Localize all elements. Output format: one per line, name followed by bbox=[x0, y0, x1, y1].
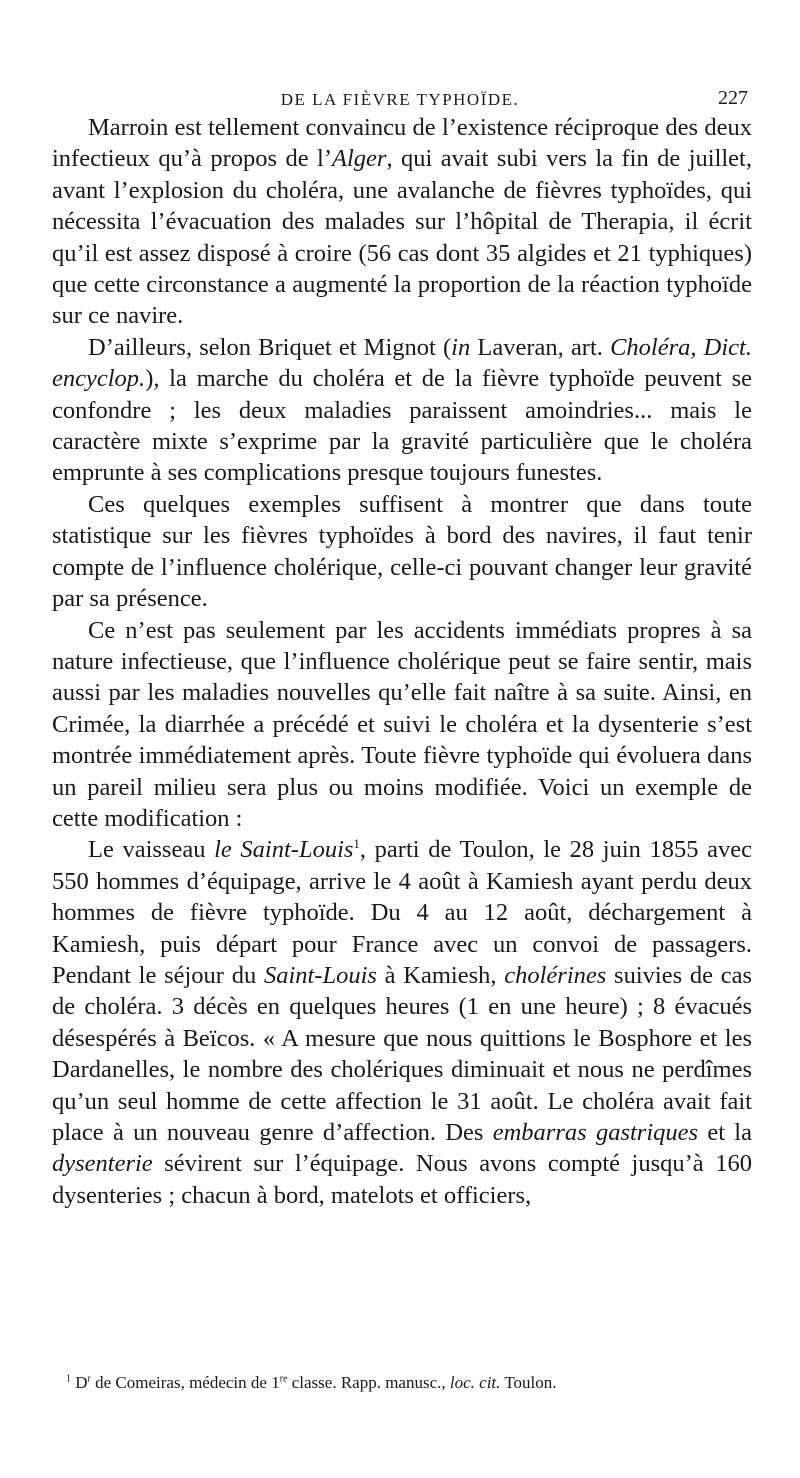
page-number: 227 bbox=[718, 87, 748, 109]
footnote: $^1$ $D^r$ de Comeiras, médecin de 1re classe. Rapp. manusc., loc. cit. Toulon. bbox=[66, 1373, 557, 1392]
paragraph-2: D’ailleurs, selon Briquet et Mignot (in Laveran, art. Choléra, Dict. encyclop.), la marche du choléra et de la fièvre typhoïde peuvent se confondre ; les deux maladies paraissent amoindries... mais le caractère mixte s’exprime par la gravité particulière que le choléra emprunte à ses complications presque toujours funestes. bbox=[52, 333, 752, 487]
main-text bbox=[52, 112, 752, 1211]
paragraph-4: Ce n’est pas seulement par les accidents immédiats propres à sa nature infectieuse, que l’influence cholérique peut se faire sentir, mais aussi par les maladies nouvelles qu’elle fait naître à sa suite. Ainsi, en Crimée, la diarrhée a précédé et suivi le choléra et la dysenterie s’est montrée immédiatement après. Toute fièvre typhoïde qui évoluera dans un pareil milieu sera plus ou moins modifiée. Voici un exemple de cette modification : bbox=[52, 616, 752, 832]
paragraph-3: Ces quelques exemples suffisent à montrer que dans toute statistique sur les fièvres typhoïdes à bord des navires, il faut tenir compte de l’influence cholérique, celle-ci pouvant changer leur gravité par sa présence. bbox=[52, 490, 752, 613]
paragraph-1: Marroin est tellement convaincu de l’existence réciproque des deux infectieux qu’à propos de l’Alger, qui avait subi vers la fin de juillet, avant l’explosion du choléra, une avalanche de fièvres typhoïdes, qui nécessita l’évacuation des malades sur l’hôpital de Therapia, il écrit qu’il est assez disposé à croire (56 cas dont 35 algides et 21 typhiques) que cette circonstance a augmenté la proportion de la réaction typhoïde sur ce navire. bbox=[52, 114, 752, 330]
paragraph-5: Le vaisseau le Saint-Louis$^1$, parti de Toulon, le 28 juin 1855 avec 550 hommes d’équipage, arrive le 4 août à Kamiesh ayant perdu deux hommes de fièvre typhoïde. Du 4 au 12 août, déchargement à Kamiesh, puis départ pour France avec un convoi de passagers. Pendant le séjour du Saint-Louis à Kamiesh, cholérines suivies de cas de choléra. 3 décès en quelques heures (1 en une heure) ; 8 évacués désespérés à Beïcos. « A mesure que nous quittions le Bosphore et les Dardanelles, le nombre des cholériques diminuait et nous ne perdîmes qu’un seul homme de cette affection le 31 août. Le choléra avait fait place à un nouveau genre d’affection. Des embarras gastriques et la dysenterie sévirent sur l’équipage. Nous avons compté jusqu’à 160 dysenteries ; chacun à bord, matelots et officiers, bbox=[52, 836, 753, 1209]
running-head bbox=[52, 84, 748, 114]
footnote-ref: 1 bbox=[353, 836, 360, 852]
running-title: DE LA FIÈVRE TYPHOÏDE. bbox=[280, 90, 520, 109]
footnote-marker: 1 bbox=[66, 1373, 71, 1385]
